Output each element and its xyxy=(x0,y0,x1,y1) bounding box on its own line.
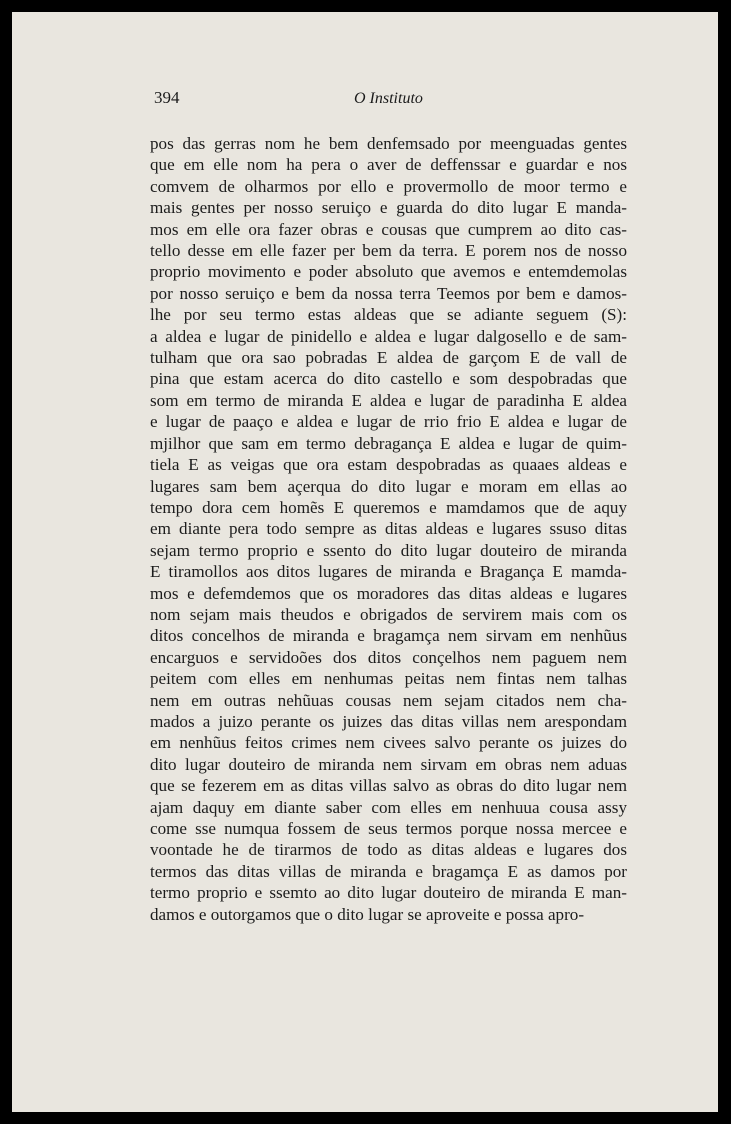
text-line: lugares sam bem açerqua do dito lugar e moram em ellas ao xyxy=(150,476,627,496)
text-line: mjilhor que sam em termo debragança E aldea e lugar de quim- xyxy=(150,433,627,453)
text-line: sejam termo proprio e ssento do dito lugar douteiro de miranda xyxy=(150,540,627,560)
text-line: tiela E as veigas que ora estam despobradas as quaaes aldeas e xyxy=(150,455,627,475)
text-line: pina que estam acerca do dito castello e som despobradas que xyxy=(150,369,627,389)
text-line: damos e outorgamos que o dito lugar se aproveite e possa apro- xyxy=(150,904,585,924)
text-line: peitem com elles em nenhumas peitas nem fintas nem talhas xyxy=(150,669,627,689)
text-line: que se fezerem em as ditas villas salvo as obras do dito lugar nem xyxy=(150,776,627,796)
text-line: em diante pera todo sempre as ditas aldeas e lugares ssuso ditas xyxy=(150,519,627,539)
text-line: tempo dora cem homẽs E queremos e mamdamos que de aquy xyxy=(150,497,627,517)
body-text xyxy=(150,133,627,925)
text-line: ditos concelhos de miranda e bragamça nem sirvam em nenhũus xyxy=(150,626,627,646)
text-line: que em elle nom ha pera o aver de deffenssar e guardar e nos xyxy=(150,155,627,175)
text-line: tulham que ora sao pobradas E aldea de garçom E de vall de xyxy=(150,348,627,368)
text-line: proprio movimento e poder absoluto que avemos e entemdemolas xyxy=(150,262,627,282)
text-line: mais gentes per nosso seruiço e guarda do dito lugar E manda- xyxy=(150,198,627,218)
text-line: dito lugar douteiro de miranda nem sirvam em obras nem aduas xyxy=(150,754,627,774)
journal-title: O Instituto xyxy=(354,90,423,107)
page-number: 394 xyxy=(154,88,180,107)
text-line: ajam daquy em diante saber com elles em nenhuua cousa assy xyxy=(150,797,627,817)
book-page xyxy=(12,12,718,1112)
text-line: nom sejam mais theudos e obrigados de servirem mais com os xyxy=(150,604,627,624)
text-line: encarguos e servidoões dos ditos conçelhos nem paguem nem xyxy=(150,647,627,667)
text-line: tello desse em elle fazer per bem da terra. E porem nos de nosso xyxy=(150,241,627,261)
text-line: come sse numqua fossem de seus termos porque nossa mercee e xyxy=(150,819,627,838)
text-line: a aldea e lugar de pinidello e aldea e lugar dalgosello e de sam- xyxy=(150,326,627,346)
running-head xyxy=(154,88,624,118)
text-line: mados a juizo perante os juizes das ditas villas nem arespondam xyxy=(150,711,627,731)
text-line: termos das ditas villas de miranda e bragamça E as damos por xyxy=(150,861,627,881)
text-line: e lugar de paaço e aldea e lugar de rrio frio E aldea e lugar de xyxy=(150,412,627,432)
text-line: E tiramollos aos ditos lugares de miranda e Bragança E mamda- xyxy=(150,562,627,582)
text-line: som em termo de miranda E aldea e lugar de paradinha E aldea xyxy=(150,390,627,410)
text-line: termo proprio e ssemto ao dito lugar douteiro de miranda E man- xyxy=(150,883,627,903)
text-line: comvem de olharmos por ello e provermollo de moor termo e xyxy=(150,176,627,196)
text-line: em nenhũus feitos crimes nem civees salvo perante os juizes do xyxy=(150,733,627,753)
text-line: pos das gerras nom he bem denfemsado por meenguadas gentes xyxy=(150,134,627,153)
text-line: voontade he de tirarmos de todo as ditas aldeas e lugares dos xyxy=(150,840,627,860)
text-line: nem em outras nehũuas cousas nem sejam citados nem cha- xyxy=(150,690,627,710)
text-line: mos em elle ora fazer obras e cousas que cumprem ao dito cas- xyxy=(150,219,627,239)
text-line: por nosso seruiço e bem da nossa terra Teemos por bem e damos- xyxy=(150,283,627,303)
text-line: lhe por seu termo estas aldeas que se adiante seguem (S): xyxy=(150,305,627,325)
text-line: mos e defemdemos que os moradores das ditas aldeas e lugares xyxy=(150,583,627,603)
